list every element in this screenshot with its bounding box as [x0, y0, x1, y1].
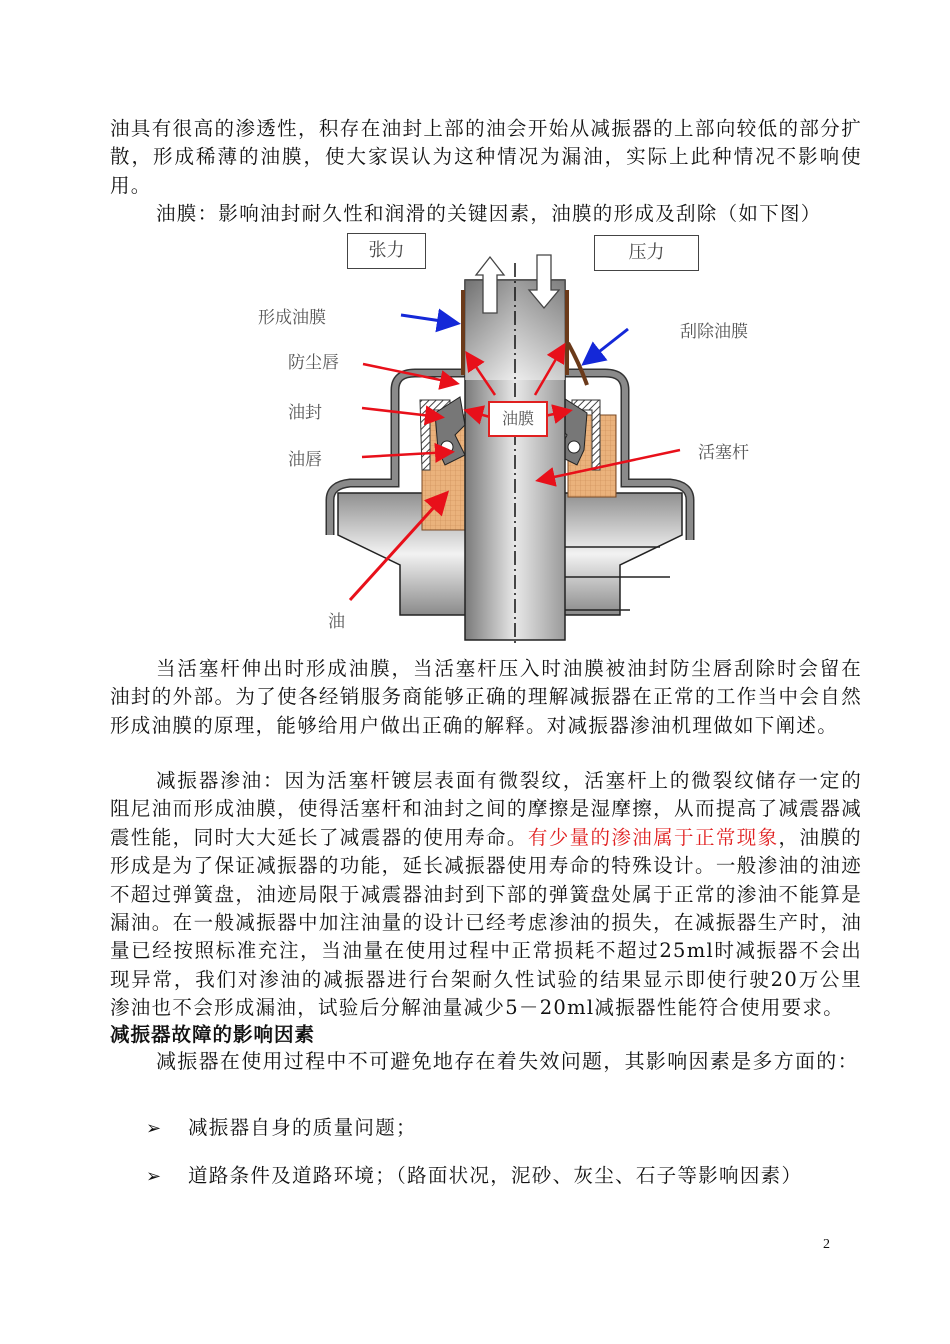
paragraph-film-mechanism: 当活塞杆伸出时形成油膜，当活塞杆压入时油膜被油封防尘唇刮除时会留在油封的外部。为了使各经销服务商能够正确的理解减振器在正常的工作当中会自然形成油膜的原理，能够给用户做出正确的解释。对减振器渗油机理做如下阐述。 — [110, 657, 862, 737]
oil-film-box: 油膜 — [488, 401, 548, 437]
page-number: 2 — [823, 1237, 830, 1252]
seal-cross-section-drawing — [250, 225, 770, 650]
arrowhead-bullet-icon: ➢ — [146, 1166, 163, 1187]
label-scrape-oil-film: 刮除油膜 — [680, 322, 748, 342]
section-heading-failure-factors: 减振器故障的影响因素 — [110, 1023, 316, 1046]
highlight-normal-seepage: 有少量的渗油属于正常现象 — [527, 825, 779, 849]
arrowhead-bullet-icon: ➢ — [146, 1118, 163, 1139]
label-piston-rod: 活塞杆 — [698, 443, 749, 463]
bullet-item-road-conditions — [146, 1160, 802, 1188]
seepage-text-details: ，油膜的形成是为了保证减振器的功能，延长减振器使用寿命的特殊设计。一般渗油的油迹不超过弹簧盘，油迹局限于减震器油封到下部的弹簧盘处属于正常的渗油不能算是漏油。在一般减振器中加注油量的设计已经考虑渗油的损失，在减振器生产时，油量已经按照标准充注，当油量在使用过程中正常损耗不超过25ml时减振器不会出现异常，我们对渗油的减振器进行台架耐久性试验的结果显示即使行驶20万公里渗油也不会形成漏油，试验后分解油量减少5－20ml减振器性能符合使用要求。 — [110, 825, 862, 1020]
paragraph-seepage-explanation — [110, 767, 862, 1023]
label-dust-lip: 防尘唇 — [288, 353, 339, 373]
tension-box: 张力 — [347, 233, 426, 269]
seepage-text-intro: 减振器渗油：因为活塞杆镀层表面有微裂纹，活塞杆上的微裂纹储存一定的阻尼油而形成油膜，使得活塞杆和油封之间的摩擦是湿摩擦，从而提高了减震器减震性能，同时大大延长了减震器的使用寿命。 — [110, 769, 862, 849]
paragraph-oil-film-intro: 油膜：影响油封耐久性和润滑的关键因素，油膜的形成及刮除（如下图） — [156, 202, 822, 225]
label-oil: 油 — [328, 612, 345, 632]
label-oil-lip: 油唇 — [288, 450, 322, 470]
paragraph-failure-intro: 减振器在使用过程中不可避免地存在着失效问题，其影响因素是多方面的： — [156, 1049, 859, 1073]
shock-absorber-seal-diagram — [250, 225, 770, 650]
bullet-text: 减振器自身的质量问题； — [188, 1116, 417, 1139]
label-oil-seal: 油封 — [288, 403, 322, 423]
label-form-oil-film: 形成油膜 — [258, 308, 326, 328]
bullet-text: 道路条件及道路环境；（路面状况，泥砂、灰尘、石子等影响因素） — [188, 1164, 803, 1187]
paragraph-oil-permeability: 油具有很高的渗透性，积存在油封上部的油会开始从减振器的上部向较低的部分扩散，形成稀薄的油膜，使大家误认为这种情况为漏油，实际上此种情况不影响使用。 — [110, 117, 862, 197]
bullet-item-quality — [146, 1112, 417, 1140]
pressure-box: 压力 — [594, 235, 699, 271]
